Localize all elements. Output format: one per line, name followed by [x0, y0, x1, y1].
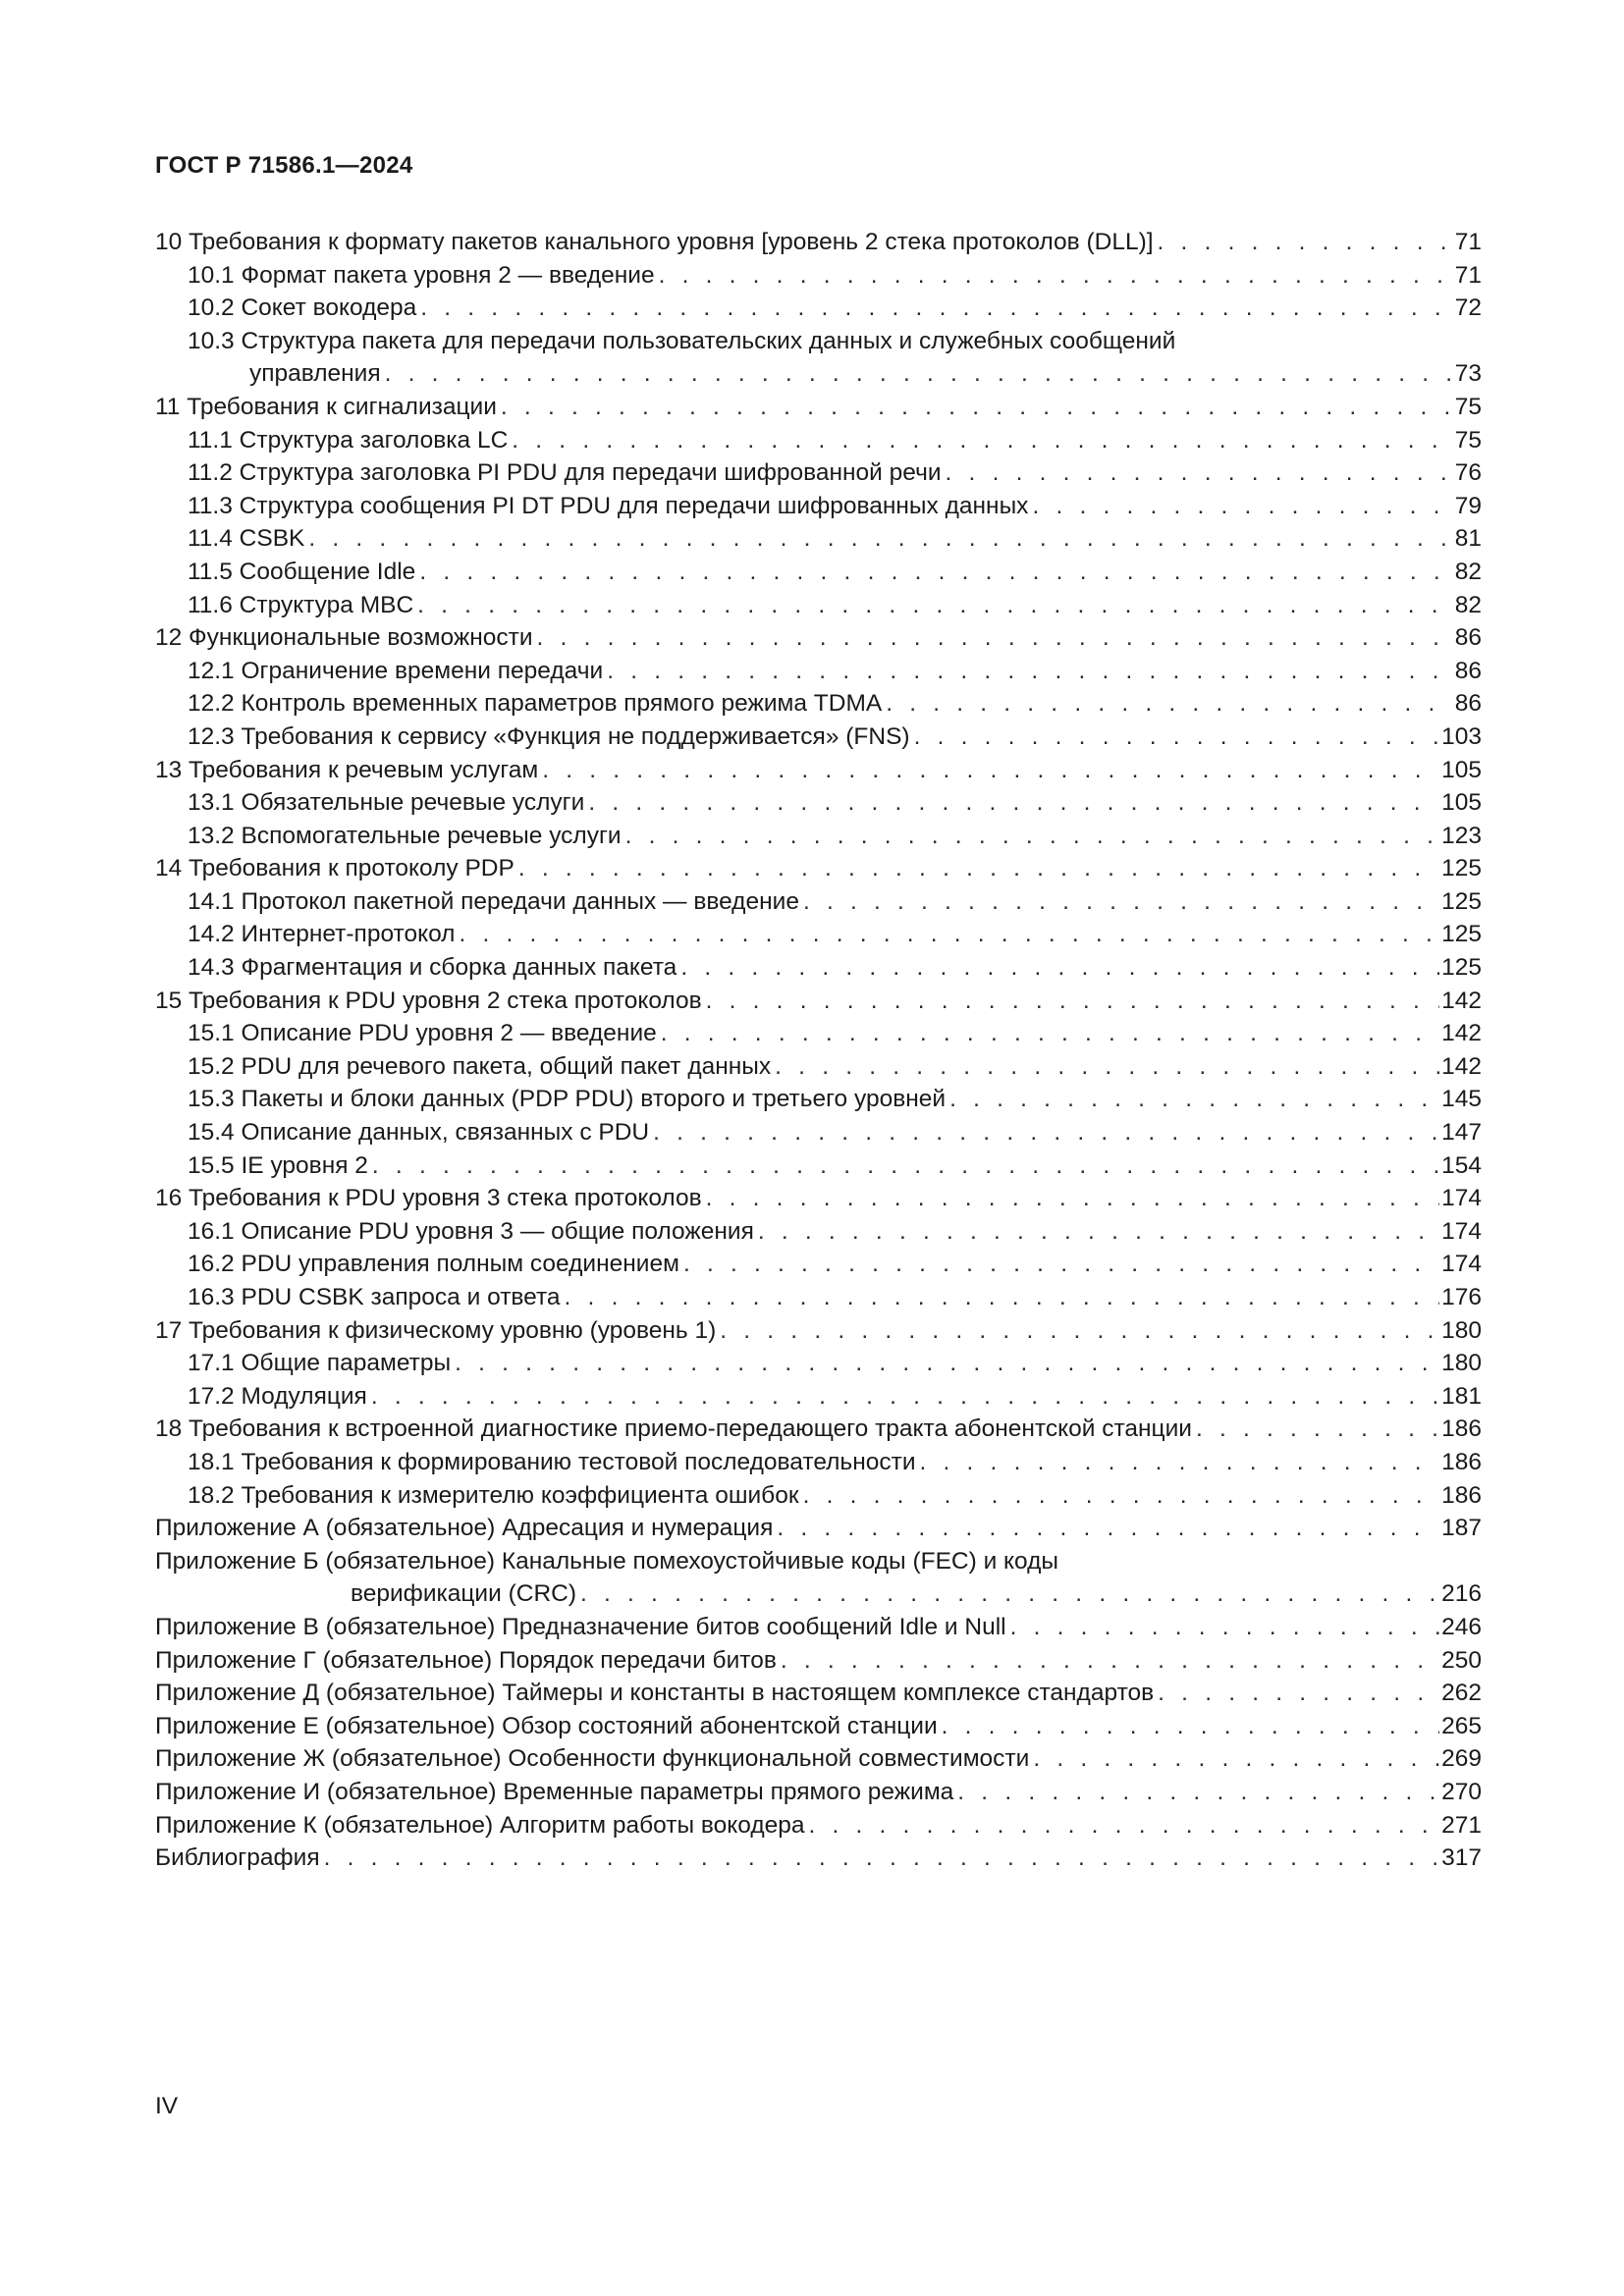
toc-leader — [777, 1512, 1439, 1545]
toc-page: 145 — [1441, 1086, 1482, 1113]
toc-title: 16.1 Описание PDU уровня 3 — общие положения — [188, 1217, 754, 1245]
toc-page: 142 — [1441, 1020, 1482, 1047]
toc-entry-appendix-b[interactable] — [155, 1545, 1482, 1611]
toc-leader — [803, 1479, 1440, 1513]
toc-page: 71 — [1454, 229, 1482, 255]
toc-leader — [661, 1017, 1439, 1050]
toc-title: 16.2 PDU управления полным соединением — [188, 1251, 679, 1278]
toc-title: 11.4 CSBK — [188, 525, 305, 553]
toc-page: 186 — [1441, 1415, 1482, 1443]
toc-page: 142 — [1441, 987, 1482, 1014]
toc-leader — [565, 1281, 1440, 1314]
toc-leader — [419, 556, 1452, 589]
toc-page: 154 — [1441, 1151, 1482, 1179]
toc-entry-15-3[interactable] — [155, 1083, 1482, 1116]
toc-page: 103 — [1441, 722, 1482, 750]
toc-entry-appendix-g[interactable] — [155, 1644, 1482, 1678]
toc-title: 10.1 Формат пакета уровня 2 — введение — [188, 261, 655, 289]
toc-leader — [720, 1314, 1439, 1348]
toc-leader — [680, 951, 1439, 985]
toc-entry-14[interactable] — [155, 852, 1482, 885]
toc-entry-appendix-zh[interactable] — [155, 1742, 1482, 1776]
toc-title: Приложение В (обязательное) Предназначение битов сообщений Idle и Null — [155, 1613, 1006, 1640]
toc-entry-15-4[interactable] — [155, 1116, 1482, 1149]
toc-entry-appendix-e[interactable] — [155, 1710, 1482, 1743]
toc-entry-18-2[interactable] — [155, 1479, 1482, 1513]
toc-leader — [1158, 226, 1453, 259]
toc-leader — [946, 456, 1453, 490]
toc-page: 81 — [1454, 525, 1482, 553]
toc-leader — [1158, 1677, 1439, 1710]
toc-leader — [625, 820, 1440, 853]
toc-entry-14-1[interactable] — [155, 885, 1482, 919]
toc-page: 79 — [1454, 492, 1482, 519]
toc-entry-17-2[interactable] — [155, 1380, 1482, 1414]
toc-page: 265 — [1441, 1712, 1482, 1739]
toc-entry-16[interactable] — [155, 1182, 1482, 1215]
toc-entry-13-1[interactable] — [155, 786, 1482, 820]
toc-entry-15[interactable] — [155, 985, 1482, 1018]
toc-leader — [758, 1215, 1439, 1249]
toc-title-line2: верификации (CRC) — [351, 1580, 577, 1608]
toc-leader — [942, 1710, 1439, 1743]
toc-page: 125 — [1441, 921, 1482, 948]
toc-title: 12.3 Требования к сервису «Функция не поддерживается» (FNS) — [188, 722, 910, 750]
toc-page: 180 — [1441, 1316, 1482, 1344]
toc-page: 186 — [1441, 1448, 1482, 1475]
toc-entry-15-1[interactable] — [155, 1017, 1482, 1050]
toc-leader — [775, 1050, 1439, 1084]
toc-page: 75 — [1454, 393, 1482, 420]
toc-page: 174 — [1441, 1185, 1482, 1212]
toc-entry-18-1[interactable] — [155, 1446, 1482, 1479]
toc-leader — [1196, 1413, 1439, 1446]
toc-title: 11 Требования к сигнализации — [155, 393, 497, 420]
toc-page: 271 — [1441, 1811, 1482, 1839]
toc-title: 14 Требования к протоколу PDP — [155, 855, 514, 882]
toc-title: 12.1 Ограничение времени передачи — [188, 657, 604, 684]
toc-page: 86 — [1454, 657, 1482, 684]
table-of-contents — [155, 226, 1482, 1875]
toc-title: Приложение Г (обязательное) Порядок передачи битов — [155, 1646, 777, 1674]
toc-title: 15.4 Описание данных, связанных с PDU — [188, 1119, 650, 1147]
toc-page: 176 — [1441, 1284, 1482, 1310]
toc-leader — [459, 918, 1439, 951]
toc-page: 250 — [1441, 1646, 1482, 1674]
toc-leader — [420, 292, 1452, 325]
toc-title: 11.2 Структура заголовка PI PDU для передачи шифрованной речи — [188, 459, 942, 487]
toc-title: 12 Функциональные возможности — [155, 624, 533, 652]
toc-leader — [417, 589, 1453, 622]
toc-page: 105 — [1441, 756, 1482, 783]
toc-title: 11.6 Структура MBC — [188, 591, 414, 618]
toc-title: 18 Требования к встроенной диагностике приемо-передающего тракта абонентской станции — [155, 1415, 1192, 1443]
toc-page: 125 — [1441, 887, 1482, 915]
toc-leader — [385, 357, 1453, 391]
toc-leader — [542, 754, 1439, 787]
toc-leader — [949, 1083, 1439, 1116]
toc-page: 270 — [1441, 1778, 1482, 1805]
toc-entry-13[interactable] — [155, 754, 1482, 787]
toc-entry-10-1[interactable] — [155, 259, 1482, 293]
toc-entry-12[interactable] — [155, 621, 1482, 655]
toc-leader — [706, 985, 1439, 1018]
toc-entry-10-3[interactable] — [155, 325, 1482, 391]
toc-page: 105 — [1441, 789, 1482, 817]
toc-entry-14-2[interactable] — [155, 918, 1482, 951]
toc-entry-16-2[interactable] — [155, 1248, 1482, 1281]
toc-title: 18.1 Требования к формированию тестовой последовательности — [188, 1448, 916, 1475]
toc-entry-11-4[interactable] — [155, 522, 1482, 556]
toc-page: 125 — [1441, 855, 1482, 882]
toc-title: Приложение К (обязательное) Алгоритм работы вокодера — [155, 1811, 805, 1839]
toc-entry-appendix-i[interactable] — [155, 1776, 1482, 1809]
toc-title: 16 Требования к PDU уровня 3 стека протоколов — [155, 1185, 702, 1212]
toc-entry-14-3[interactable] — [155, 951, 1482, 985]
toc-entry-15-2[interactable] — [155, 1050, 1482, 1084]
toc-page: 71 — [1454, 261, 1482, 289]
toc-title: Приложение Е (обязательное) Обзор состояний абонентской станции — [155, 1712, 938, 1739]
toc-entry-11-5[interactable] — [155, 556, 1482, 589]
toc-page: 216 — [1441, 1580, 1482, 1608]
toc-leader — [308, 522, 1452, 556]
toc-leader — [371, 1380, 1439, 1414]
toc-leader — [706, 1182, 1439, 1215]
toc-leader — [1033, 1742, 1439, 1776]
toc-title: 17.1 Общие параметры — [188, 1350, 452, 1377]
toc-leader — [455, 1347, 1439, 1380]
toc-leader — [803, 885, 1439, 919]
toc-page: 174 — [1441, 1217, 1482, 1245]
toc-page: 180 — [1441, 1350, 1482, 1377]
toc-entry-11-3[interactable] — [155, 490, 1482, 523]
toc-page: 187 — [1441, 1515, 1482, 1542]
toc-entry-appendix-k[interactable] — [155, 1809, 1482, 1842]
toc-title-line2: управления — [249, 360, 381, 388]
toc-leader — [580, 1577, 1439, 1611]
toc-page: 82 — [1454, 558, 1482, 585]
toc-entry-13-2[interactable] — [155, 820, 1482, 853]
toc-title: Приложение А (обязательное) Адресация и нумерация — [155, 1515, 774, 1542]
toc-title: 11.5 Сообщение Idle — [188, 558, 416, 585]
toc-page: 72 — [1454, 294, 1482, 322]
toc-leader — [957, 1776, 1439, 1809]
document-header: ГОСТ Р 71586.1—2024 — [155, 152, 413, 179]
toc-entry-appendix-v[interactable] — [155, 1611, 1482, 1644]
toc-entry-appendix-d[interactable] — [155, 1677, 1482, 1710]
toc-title: 13.1 Обязательные речевые услуги — [188, 789, 585, 817]
toc-entry-16-1[interactable] — [155, 1215, 1482, 1249]
toc-page: 186 — [1441, 1481, 1482, 1509]
toc-leader — [324, 1842, 1440, 1875]
toc-leader — [501, 391, 1453, 424]
toc-leader — [607, 655, 1453, 688]
toc-leader — [512, 424, 1452, 457]
toc-title: 15.5 IE уровня 2 — [188, 1151, 368, 1179]
toc-title: 10.2 Сокет вокодера — [188, 294, 417, 322]
toc-entry-18[interactable] — [155, 1413, 1482, 1446]
toc-page: 269 — [1441, 1745, 1482, 1773]
toc-title: 15 Требования к PDU уровня 2 стека протоколов — [155, 987, 702, 1014]
toc-title: 11.3 Структура сообщения PI DT PDU для передачи шифрованных данных — [188, 492, 1029, 519]
toc-entry-12-1[interactable] — [155, 655, 1482, 688]
toc-title: 14.1 Протокол пакетной передачи данных — введение — [188, 887, 799, 915]
toc-entry-11-6[interactable] — [155, 589, 1482, 622]
toc-title: 12.2 Контроль временных параметров прямого режима TDMA — [188, 690, 883, 718]
toc-title-line1: 10.3 Структура пакета для передачи пользовательских данных и служебных сообщений — [188, 327, 1176, 354]
toc-title: 13.2 Вспомогательные речевые услуги — [188, 822, 622, 849]
toc-leader — [683, 1248, 1439, 1281]
toc-entry-10-2[interactable] — [155, 292, 1482, 325]
toc-title: Библиография — [155, 1844, 320, 1872]
toc-entry-16-3[interactable] — [155, 1281, 1482, 1314]
toc-entry-12-3[interactable] — [155, 721, 1482, 754]
toc-page: 147 — [1441, 1119, 1482, 1147]
toc-page: 317 — [1441, 1844, 1482, 1872]
toc-title: 13 Требования к речевым услугам — [155, 756, 539, 783]
toc-page: 181 — [1441, 1382, 1482, 1410]
toc-title: 15.1 Описание PDU уровня 2 — введение — [188, 1020, 657, 1047]
page-number: IV — [155, 2093, 179, 2119]
toc-leader — [886, 687, 1453, 721]
toc-leader — [518, 852, 1439, 885]
toc-entry-11[interactable] — [155, 391, 1482, 424]
toc-title: 15.3 Пакеты и блоки данных (PDP PDU) второго и третьего уровней — [188, 1086, 947, 1113]
toc-page: 86 — [1454, 624, 1482, 652]
toc-title: 17 Требования к физическому уровню (уровень 1) — [155, 1316, 717, 1344]
toc-title: 14.3 Фрагментация и сборка данных пакета — [188, 954, 677, 982]
toc-entry-15-5[interactable] — [155, 1149, 1482, 1183]
toc-leader — [809, 1809, 1440, 1842]
toc-page: 262 — [1441, 1680, 1482, 1707]
toc-leader — [659, 259, 1453, 293]
toc-entry-11-2[interactable] — [155, 456, 1482, 490]
toc-title: 11.1 Структура заголовка LC — [188, 426, 509, 454]
toc-title: Приложение И (обязательное) Временные параметры прямого режима — [155, 1778, 954, 1805]
toc-title: 18.2 Требования к измерителю коэффициента ошибок — [188, 1481, 799, 1509]
toc-entry-appendix-a[interactable] — [155, 1512, 1482, 1545]
toc-title: 15.2 PDU для речевого пакета, общий пакет данных — [188, 1052, 772, 1080]
toc-page: 73 — [1454, 360, 1482, 388]
toc-leader — [653, 1116, 1439, 1149]
toc-leader — [537, 621, 1453, 655]
toc-title: 17.2 Модуляция — [188, 1382, 367, 1410]
toc-title: 14.2 Интернет-протокол — [188, 921, 456, 948]
toc-page: 123 — [1441, 822, 1482, 849]
toc-page: 86 — [1454, 690, 1482, 718]
toc-leader — [1010, 1611, 1439, 1644]
toc-leader — [914, 721, 1440, 754]
toc-title: 16.3 PDU CSBK запроса и ответа — [188, 1284, 561, 1310]
toc-page: 142 — [1441, 1052, 1482, 1080]
toc-leader — [920, 1446, 1440, 1479]
toc-entry-17[interactable] — [155, 1314, 1482, 1348]
toc-page: 76 — [1454, 459, 1482, 487]
toc-page: 125 — [1441, 954, 1482, 982]
toc-entry-10[interactable] — [155, 226, 1482, 259]
toc-leader — [781, 1644, 1439, 1678]
toc-leader — [372, 1149, 1439, 1183]
toc-entry-11-1[interactable] — [155, 424, 1482, 457]
toc-title: Приложение Ж (обязательное) Особенности функциональной совместимости — [155, 1745, 1030, 1773]
toc-title: Приложение Д (обязательное) Таймеры и константы в настоящем комплексе стандартов — [155, 1680, 1155, 1707]
toc-entry-17-1[interactable] — [155, 1347, 1482, 1380]
toc-entry-12-2[interactable] — [155, 687, 1482, 721]
toc-leader — [588, 786, 1439, 820]
toc-page: 75 — [1454, 426, 1482, 454]
toc-title-line1: Приложение Б (обязательное) Канальные помехоустойчивые коды (FEC) и коды — [155, 1547, 1059, 1575]
toc-page: 174 — [1441, 1251, 1482, 1278]
toc-leader — [1032, 490, 1452, 523]
toc-title: 10 Требования к формату пакетов канального уровня [уровень 2 стека протоколов (DLL)] — [155, 229, 1154, 255]
toc-page: 246 — [1441, 1613, 1482, 1640]
toc-entry-bibliography[interactable] — [155, 1842, 1482, 1875]
toc-page: 82 — [1454, 591, 1482, 618]
